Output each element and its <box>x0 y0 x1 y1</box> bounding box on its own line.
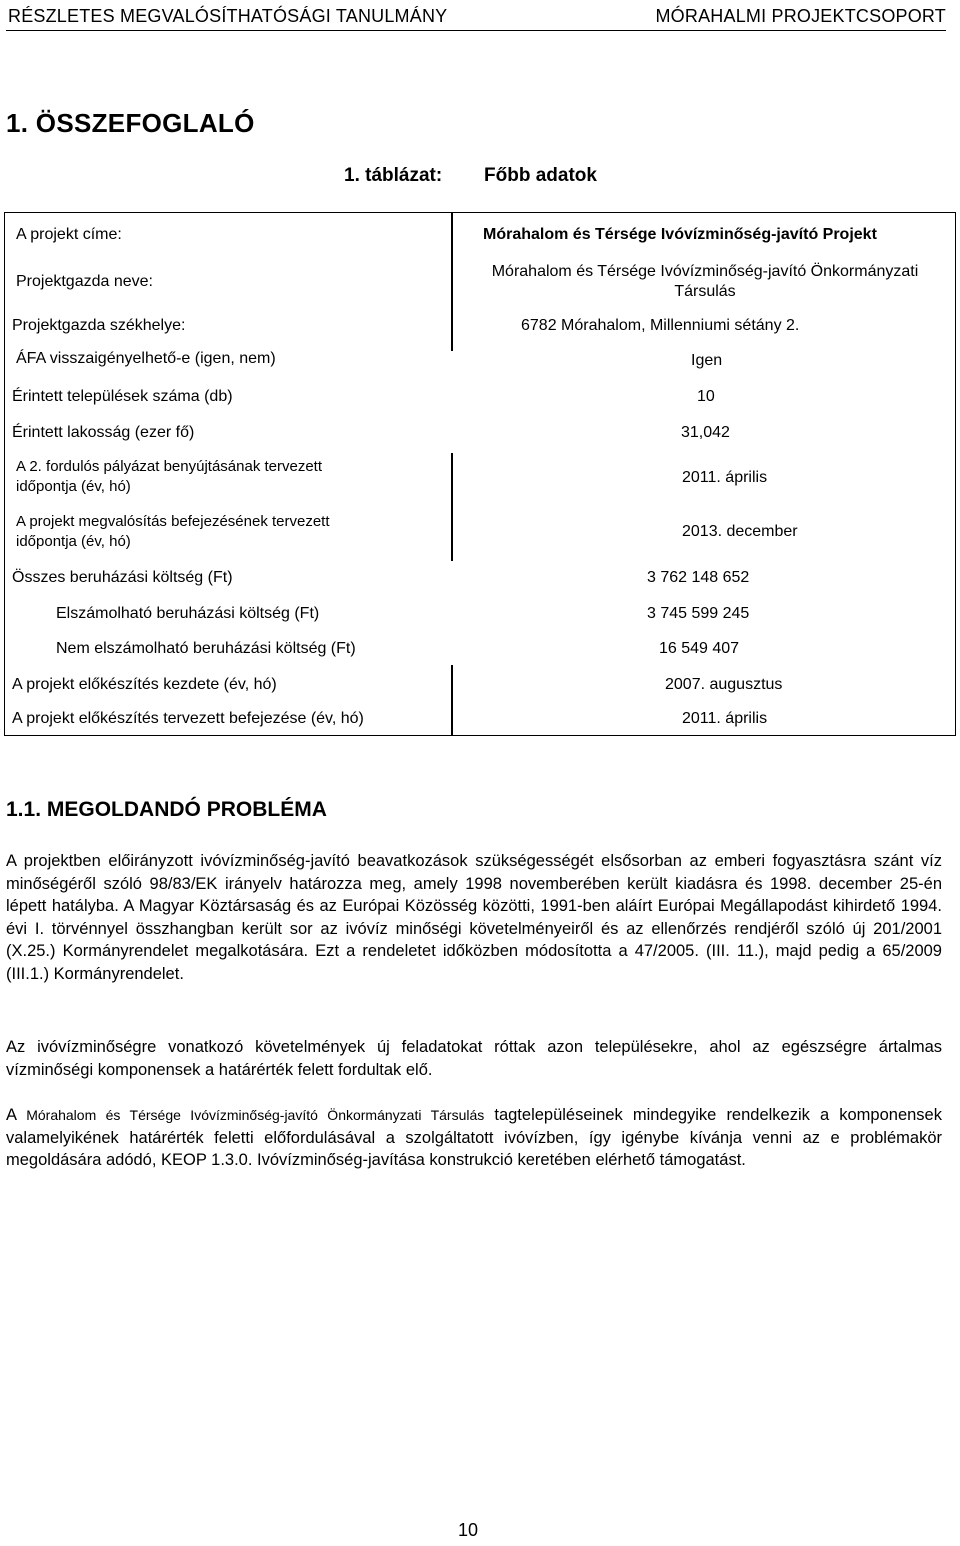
table-column-divider-middle <box>451 453 453 561</box>
section-title: 1. ÖSSZEFOGLALÓ <box>6 108 255 138</box>
project-seat-label: Projektgazda székhelye: <box>12 317 186 334</box>
header-right-title: MÓRAHALMI PROJEKTCSOPORT <box>655 6 946 26</box>
summary-table <box>4 212 956 736</box>
submission-label-line1: A 2. fordulós pályázat benyújtásának tervezett <box>16 458 323 475</box>
completion-label-line2: időpontja (év, hó) <box>16 533 131 550</box>
table-column-divider-bottom <box>451 665 453 735</box>
table-caption-number: 1. táblázat: <box>344 165 443 186</box>
prep-start-value: 2007. augusztus <box>665 676 783 693</box>
header-left-title: RÉSZLETES MEGVALÓSÍTHATÓSÁGI TANULMÁNY <box>8 6 448 26</box>
eligible-cost-label: Elszámolható beruházási költség (Ft) <box>56 605 320 622</box>
prep-end-value: 2011. április <box>682 710 768 727</box>
prep-end-label: A projekt előkészítés tervezett befejezése (év, hó) <box>12 710 364 727</box>
submission-value: 2011. április <box>682 469 768 486</box>
vat-value: Igen <box>691 352 723 369</box>
project-owner-label: Projektgazda neve: <box>16 273 153 290</box>
completion-label-line1: A projekt megvalósítás befejezésének tervezett <box>16 513 330 530</box>
association-name: Mórahalom és Térsége Ivóvízminőség-javító Önkormányzati Társulás <box>26 1107 485 1123</box>
prep-start-label: A projekt előkészítés kezdete (év, hó) <box>12 676 277 693</box>
submission-label <box>16 457 322 497</box>
table-caption-text: Főbb adatok <box>484 165 597 186</box>
subsection-title: 1.1. MEGOLDANDÓ PROBLÉMA <box>6 798 327 821</box>
project-owner-value-line1: Mórahalom és Térsége Ivóvízminőség-javító Önkormányzati <box>491 263 919 280</box>
paragraph-1-part-3: Ezt a rendeletet időközben módosította a 47/2005. (III. 11.), majd pedig a 65/2009 (III.1.) Kormányrendelet. <box>6 942 942 983</box>
total-cost-value: 3 762 148 652 <box>647 569 750 586</box>
project-owner-value-line2: Társulás <box>674 283 736 300</box>
paragraph-legal-background <box>6 850 942 985</box>
vat-label: ÁFA visszaigényelhető-e (igen, nem) <box>16 350 276 367</box>
table-column-divider-top <box>451 213 453 351</box>
project-owner-value <box>455 262 955 302</box>
project-title-label: A projekt címe: <box>16 226 122 243</box>
completion-value: 2013. december <box>682 523 798 540</box>
paragraph-association <box>6 1104 942 1172</box>
completion-label <box>16 512 330 552</box>
project-seat-value: 6782 Mórahalom, Millenniumi sétány 2. <box>521 317 800 334</box>
page-number: 10 <box>457 1520 479 1540</box>
noneligible-cost-value: 16 549 407 <box>659 640 740 657</box>
paragraph-3-rest: tagtelepüléseinek mindegyike rendelkezik a komponensek valamelyikének határérték feletti előfordulásával a szolgáltatott ivóvízben, így igénybe kívánja venni az e problémakör megoldására adódó, KEOP 1.3.0. Ivóvízminőség-javítása konstrukció keretében elérhető támogatást. <box>6 1106 942 1169</box>
settlements-value: 10 <box>697 388 715 405</box>
paragraph-1-part-2: A Magyar Köztársaság és az Európai Közösség közötti, 1991-ben aláírt Európai Megállapodást kihirdető 1994. évi I. törvénnyel összhangban került sor az ivóvíz minőségi követelményeiről és az ellenőrzés rendjéről szóló új 201/2001 (X.25.) Kormányrendelet megalkotására. <box>6 897 942 960</box>
noneligible-cost-label: Nem elszámolható beruházási költség (Ft) <box>56 640 356 657</box>
population-value: 31,042 <box>681 424 730 441</box>
population-label: Érintett lakosság (ezer fő) <box>12 424 195 441</box>
eligible-cost-value: 3 745 599 245 <box>647 605 750 622</box>
paragraph-requirements: Az ivóvízminőségre vonatkozó követelmények új feladatokat róttak azon településekre, ahol az egészségre ártalmas vízminőségi komponensek a határérték felett fordultak elő. <box>6 1038 942 1079</box>
running-header <box>6 4 946 31</box>
settlements-label: Érintett települések száma (db) <box>12 388 233 405</box>
paragraph-1-part-1: A projektben előirányzott ivóvízminőség-javító beavatkozások szükségességét elsősorban az emberi fogyasztásra szánt víz minőségéről szóló 98/83/EK irányelv határozza meg, amely 1998 novemberében került kiadásra és 1998. december 25-én lépett hatályba. <box>6 852 942 915</box>
total-cost-label: Összes beruházási költség (Ft) <box>12 569 233 586</box>
paragraph-3-lead: A <box>6 1106 17 1124</box>
submission-label-line2: időpontja (év, hó) <box>16 478 131 495</box>
project-title-value: Mórahalom és Térsége Ivóvízminőség-javító Projekt <box>483 226 877 243</box>
